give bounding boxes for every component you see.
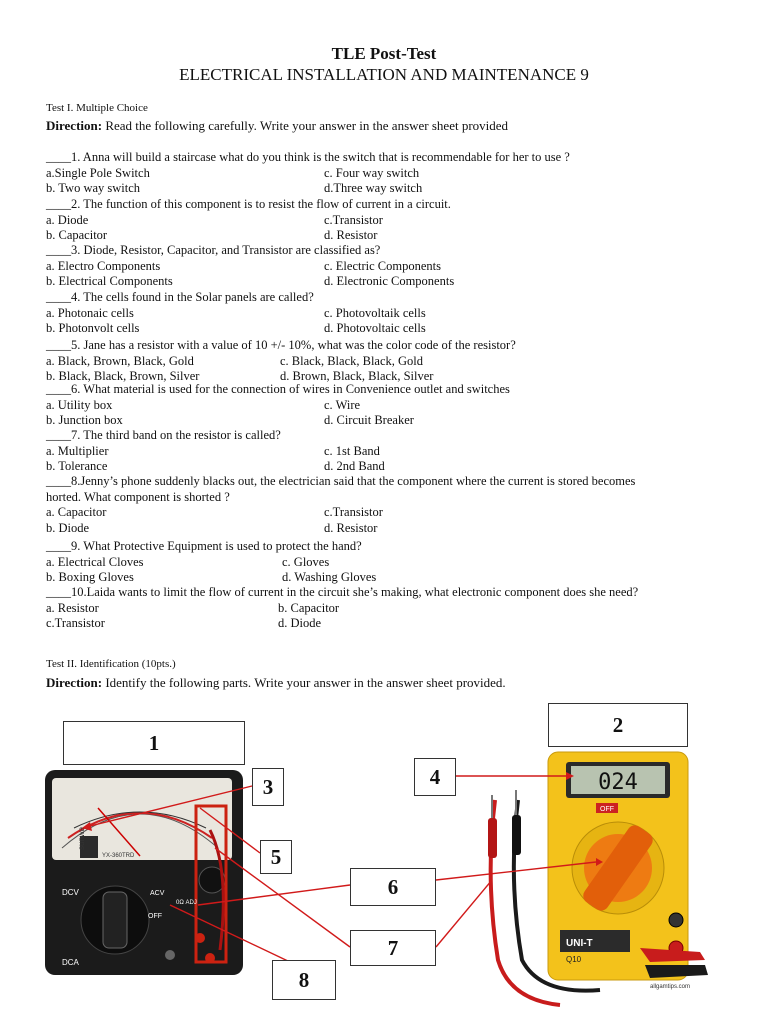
question-text: ____7. The third band on the resistor is called? xyxy=(46,428,281,442)
label-box-4: 4 xyxy=(414,758,456,796)
analog-dcv-label: DCV xyxy=(62,888,79,897)
analog-adj-label: 0Ω ADJ xyxy=(176,900,197,906)
option-a: a. Photonaic cells xyxy=(46,305,134,320)
option-d: d. 2nd Band xyxy=(324,459,385,473)
option-b: b. Black, Black, Brown, Silver xyxy=(46,369,200,383)
question-text: ____6. What material is used for the connection of wires in Convenience outlet and switches xyxy=(46,382,510,396)
option-d: d. Electronic Components xyxy=(324,274,455,288)
option-c: c. Gloves xyxy=(282,554,330,569)
question-text: ____9. What Protective Equipment is used to protect the hand? xyxy=(46,539,362,553)
question-text: ____10.Laida wants to limit the flow of current in the circuit she’s making, what electronic component does she need? xyxy=(46,585,639,599)
analog-multimeter xyxy=(45,770,243,975)
option-b: b. Diode xyxy=(46,520,90,535)
label-box-3: 3 xyxy=(252,768,284,806)
option-b: b. Electrical Components xyxy=(46,274,173,288)
option-b: b. Capacitor xyxy=(46,228,108,242)
option-b: b. Tolerance xyxy=(46,459,108,473)
question-text: ____3. Diode, Resistor, Capacitor, and Transistor are classified as? xyxy=(46,243,381,257)
label-box-8: 8 xyxy=(272,960,336,1000)
option-b: c.Transistor xyxy=(46,616,105,630)
option-c: c. Black, Black, Black, Gold xyxy=(280,353,424,368)
option-c: c.Transistor xyxy=(324,505,383,519)
page-title: TLE Post-Test xyxy=(331,44,437,63)
analog-dca-label: DCA xyxy=(62,958,79,967)
option-d: d. Resistor xyxy=(324,520,378,535)
option-c: c. Photovoltaik cells xyxy=(324,305,426,320)
option-a: a. Electrical Cloves xyxy=(46,554,144,569)
page-subtitle: ELECTRICAL INSTALLATION AND MAINTENANCE 9 xyxy=(179,65,589,84)
option-a: a. Black, Brown, Black, Gold xyxy=(46,353,194,368)
test2-heading: Test II. Identification (10pts.) xyxy=(46,658,176,670)
option-d: d. Diode xyxy=(278,616,322,630)
question-text: ____5. Jane has a resistor with a value of 10 +/- 10%, what was the color code of the resistor? xyxy=(46,338,516,352)
option-a: a. Multiplier xyxy=(46,443,109,458)
question-text: ____1. Anna will build a staircase what do you think is the switch that is recommendable for her to use ? xyxy=(46,150,570,164)
question-text: ____4. The cells found in the Solar panels are called? xyxy=(46,290,314,304)
option-d: d.Three way switch xyxy=(324,181,423,195)
analog-model: YX-360TRD xyxy=(102,853,135,859)
direction-label: Direction: xyxy=(46,675,103,690)
label-box-6: 6 xyxy=(350,868,436,906)
option-c: c.Transistor xyxy=(324,212,383,227)
option-a: a. Capacitor xyxy=(46,505,107,519)
analog-off-label: OFF xyxy=(148,913,162,920)
label-box-1: 1 xyxy=(63,721,245,765)
option-b: b. Boxing Gloves xyxy=(46,570,134,584)
digital-off-label: OFF xyxy=(600,806,614,813)
option-a: a. Diode xyxy=(46,212,89,227)
test1-heading: Test I. Multiple Choice xyxy=(46,102,148,114)
question-text: ____2. The function of this component is to resist the flow of current in a circuit. xyxy=(46,197,451,211)
option-d: d. Brown, Black, Black, Silver xyxy=(280,369,434,383)
option-c: c. 1st Band xyxy=(324,443,380,458)
direction-label: Direction: xyxy=(46,118,103,133)
option-c: c. Wire xyxy=(324,397,361,412)
option-c: c. Electric Components xyxy=(324,258,441,273)
analog-acv-label: ACV xyxy=(150,890,165,897)
option-d: d. Resistor xyxy=(324,228,378,242)
option-a: a. Resistor xyxy=(46,600,99,615)
label-box-5: 5 xyxy=(260,840,292,874)
question-text-continued: horted. What component is shorted ? xyxy=(46,489,230,504)
question-text: ____8.Jenny’s phone suddenly blacks out, the electrician said that the component where the current is stored becomes xyxy=(46,474,636,488)
option-d: d. Photovoltaic cells xyxy=(324,321,426,335)
option-b: b. Photonvolt cells xyxy=(46,321,140,335)
direction-text: Identify the following parts. Write your answer in the answer sheet provided. xyxy=(102,675,506,690)
label-box-2: 2 xyxy=(548,703,688,747)
option-b: b. Two way switch xyxy=(46,181,141,195)
option-b: b. Junction box xyxy=(46,413,123,427)
option-c: c. Four way switch xyxy=(324,165,420,180)
option-a: a.Single Pole Switch xyxy=(46,165,150,180)
option-d: d. Washing Gloves xyxy=(282,570,377,584)
option-a: a. Utility box xyxy=(46,397,113,412)
label-box-7: 7 xyxy=(350,930,436,966)
option-a: a. Electro Components xyxy=(46,258,161,273)
digital-model: Q10 xyxy=(566,955,582,964)
analog-brand: sunwa xyxy=(77,826,86,850)
watermark: allgamtips.com xyxy=(650,984,691,990)
option-d: d. Circuit Breaker xyxy=(324,413,414,427)
digital-brand: UNI-T xyxy=(566,938,593,949)
option-c: b. Capacitor xyxy=(278,600,340,615)
digital-display: 024 xyxy=(598,770,638,795)
direction-text: Read the following carefully. Write your answer in the answer sheet provided xyxy=(102,118,509,133)
